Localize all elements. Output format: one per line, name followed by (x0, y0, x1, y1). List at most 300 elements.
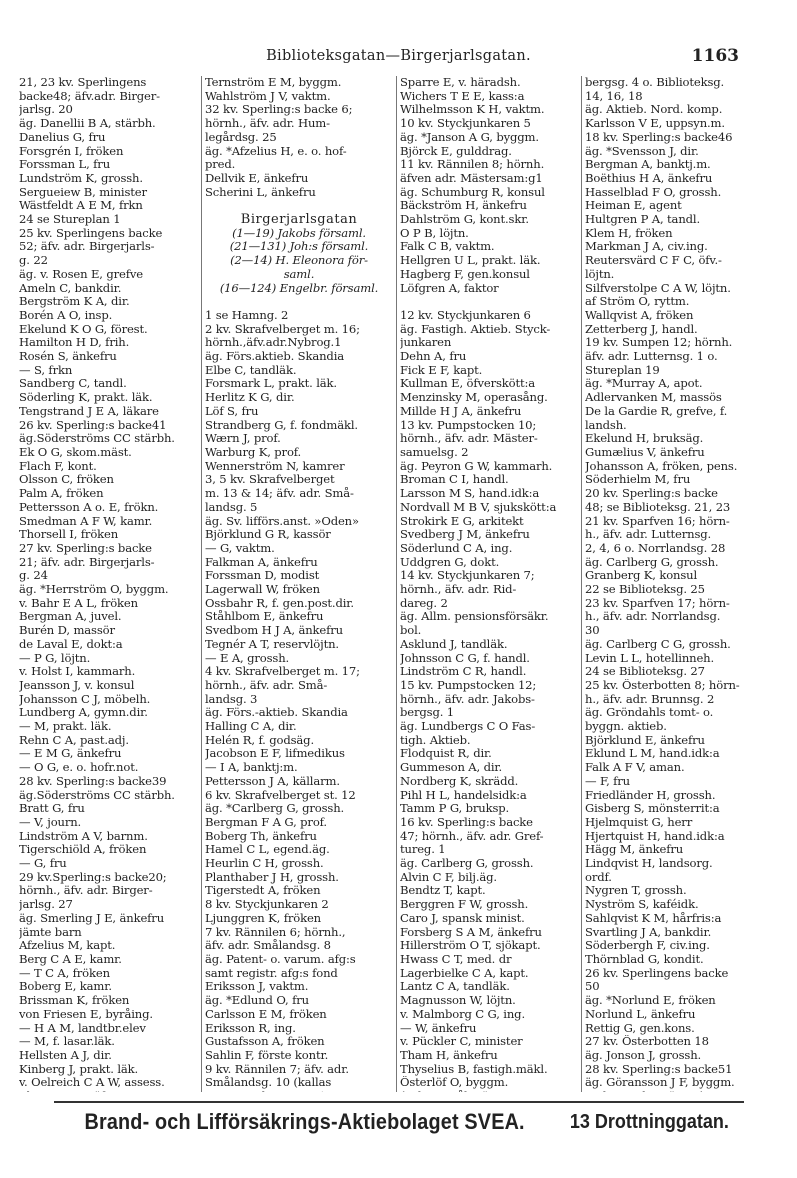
directory-entry: Pettersson J A, källarm. (205, 774, 340, 788)
directory-entry: äg. Schumburg R, konsul (400, 185, 545, 199)
directory-entry: Hillerström O T, sjökapt. (400, 939, 541, 953)
directory-entry: 2, 4, 6 o. Norrlandsg. 28 (585, 541, 726, 555)
directory-entry: Johansson C J, möbelh. (19, 692, 151, 706)
directory-entry: — M, prakt. läk. (19, 720, 112, 734)
directory-entry: äg. v. Rosen E, grefve (19, 267, 143, 281)
directory-entry: Nyström S, kaféidk. (585, 898, 699, 912)
directory-entry: samuelsg. 2 (400, 445, 469, 459)
directory-entry: v. Holst I, kammarh. (19, 665, 136, 679)
directory-entry: Nordvall M B V, sjukskött:a (400, 500, 557, 514)
directory-entry: 26 kv. Sperling:s backe41 (19, 418, 167, 432)
directory-entry (205, 199, 393, 213)
directory-entry: von Friesen E, byråing. (19, 1007, 153, 1021)
directory-entry: Klem H, fröken (585, 226, 673, 240)
directory-entry: hörnh., äfv. adr. Rid- (400, 583, 517, 597)
directory-entry: äg. Aktieb. Nord. komp. (585, 103, 723, 117)
directory-entry: Eklund L M, hand.idk:a (585, 747, 720, 761)
directory-entry: äg. *Edlund O, fru (205, 994, 309, 1008)
directory-entry: Smålandsg. 10 (kallas (205, 1076, 332, 1090)
directory-entry: v. Oelreich C A W, assess. (19, 1076, 165, 1090)
directory-entry: 25 kv. Sperlingens backe (19, 226, 163, 240)
directory-entry: Norlund L, änkefru (585, 1007, 696, 1021)
directory-entry: Sergueiew B, minister (19, 185, 147, 199)
directory-entry: äfven adr. Mästersam:g1 (400, 171, 543, 185)
street-range-title: Biblioteksgatan—Birgerjarlsgatan. (266, 48, 531, 64)
directory-entry: Tamm P G, bruksp. (400, 802, 510, 816)
directory-entry: — S, frkn (19, 363, 73, 377)
directory-entry: Burén D, massör (19, 624, 115, 638)
directory-entry: — O G, e. o. hofr.not. (19, 761, 139, 775)
directory-entry: äg. Jonson J, grossh. (585, 1048, 702, 1062)
directory-entry: Ek O G, skom.mäst. (19, 445, 132, 459)
directory-entry: 12 kv. Styckjunkaren 6 (400, 308, 531, 322)
directory-entry: Bergman A, banktj.m. (585, 158, 711, 172)
directory-entry: Tham H, änkefru (400, 1048, 498, 1062)
directory-entry: äg. *Janson A G, byggm. (400, 130, 539, 144)
directory-entry: Thorsell I, fröken (19, 528, 119, 542)
directory-entry: Österlöf O, byggm. (400, 1076, 509, 1090)
directory-entry (19, 1090, 198, 1092)
directory-entry: De la Gardie R, grefve, f. (585, 404, 728, 418)
directory-entry: Forsberg S A M, änkefru (400, 925, 542, 939)
directory-entry: Flodquist R, dir. (400, 747, 492, 761)
directory-entry: Ameln C, bankdir. (19, 281, 122, 295)
directory-entry: äg. Sv. lifförs.anst. »Oden» (205, 514, 359, 528)
directory-entry: landsg. 5 (205, 500, 258, 514)
directory-entry: äg. Förs.aktieb. Skandia (205, 350, 345, 364)
directory-entry: Gumælius V, änkefru (585, 445, 705, 459)
directory-column-2 (202, 76, 397, 1092)
directory-entry: 4 kv. Skrafvelberget m. 17; (205, 665, 360, 679)
directory-entry: Friedländer H, grossh. (585, 788, 716, 802)
directory-entry: 6 kv. Skrafvelberget st. 12 (205, 788, 356, 802)
directory-entry: hörnh., äfv. adr. Jakobs- (400, 692, 535, 706)
directory-entry: äg. *Murray A, apot. (585, 377, 703, 391)
directory-entry: h., äfv. adr. Brunnsg. 2 (585, 692, 715, 706)
directory-entry: äg. Carlberg G, grossh. (585, 555, 719, 569)
directory-entry: löjtn. (585, 267, 615, 281)
directory-entry: Falkman A, änkefru (205, 555, 318, 569)
directory-entry: dareg. 2 (400, 596, 448, 610)
directory-entry: hörnh., äfv. adr. Birger- (19, 884, 153, 898)
directory-entry: Wahlström J V, vaktm. (205, 89, 331, 103)
directory-entry: Forssman D, modist (205, 569, 320, 583)
directory-entry: v. Bahr E A L, fröken (19, 596, 138, 610)
directory-entry: pred. (205, 158, 236, 172)
directory-entry: Jeansson J, v. konsul (19, 678, 135, 692)
directory-entry: Eriksson J, vaktm. (205, 980, 309, 994)
directory-entry: äg. Allm. pensionsförsäkr. (400, 610, 549, 624)
directory-entry: Levin L L, hotellinneh. (585, 651, 715, 665)
directory-entry: 7 kv. Rännilen 6; hörnh., (205, 925, 346, 939)
directory-entry: Hamilton H D, frih. (19, 336, 130, 350)
directory-entry: Ståhlbom E, änkefru (205, 610, 324, 624)
directory-entry: äg. Peyron G W, kammarh. (400, 459, 553, 473)
directory-entry: 48; se Biblioteksg. 21, 23 (585, 500, 731, 514)
directory-entry: Kinberg J, prakt. läk. (19, 1062, 139, 1076)
page-number: 1163 (691, 46, 739, 66)
directory-entry: Thörnblad G, kondit. (585, 953, 704, 966)
directory-entry: — F, fru (585, 774, 630, 788)
directory-entry: 21 kv. Sparfven 16; hörn- (585, 514, 730, 528)
directory-entry: äg. *Carlberg G, grossh. (205, 802, 345, 816)
directory-entry: landsh. (585, 418, 627, 432)
directory-entry: Tengstrand J E A, läkare (19, 404, 159, 418)
directory-entry: Thyselius B, fastigh.mäkl. (400, 1062, 548, 1076)
directory-entry: de Laval E, dokt:a (19, 637, 123, 651)
directory-entry: Wichers T E E, kass:a (400, 89, 525, 103)
directory-entry: Markman J A, civ.ing. (585, 240, 708, 254)
directory-entry (205, 295, 393, 309)
directory-entry: Palm A, fröken (19, 487, 104, 501)
directory-entry: Wennerström N, kamrer (205, 459, 345, 473)
directory-entry: 29 kv.Sperling:s backe20; (19, 870, 167, 884)
directory-entry: 8 kv. Styckjunkaren 2 (205, 898, 329, 912)
directory-entry: Stureplan 19 (585, 363, 660, 377)
directory-entry: äfv. adr. Lutternsg. 1 o. (585, 350, 718, 364)
directory-entry: Boberg E, kamr. (19, 980, 112, 994)
directory-entry: Pettersson A o. E, frökn. (19, 500, 159, 514)
directory-entry: Hasselblad F O, grossh. (585, 185, 722, 199)
directory-entry: g. 24 (19, 569, 48, 583)
directory-entry: Silfverstolpe C A W, löjtn. (585, 281, 731, 295)
directory-entry: 47; hörnh., äfv. adr. Gref- (400, 829, 544, 843)
directory-entry: g. 22 (19, 254, 48, 268)
directory-entry: Johnsson C G, f. handl. (400, 651, 530, 665)
directory-entry: Lantz C A, tandläk. (400, 980, 510, 994)
directory-entry: 14, 16, 18 (585, 89, 643, 103)
directory-entry: äg. Förs.-aktieb. Skandia (205, 706, 348, 720)
directory-entry: — I A, banktj:m. (205, 761, 298, 775)
directory-entry: Bäckström H, änkefru (400, 199, 527, 213)
directory-entry: Hultgren P A, tandl. (585, 213, 701, 227)
directory-entry: Scherini L, änkefru (205, 185, 316, 199)
directory-entry: Dehn A, fru (400, 350, 467, 364)
directory-column-1 (16, 76, 202, 1092)
directory-entry: landsg. 3 (205, 692, 258, 706)
parish-note: (16—124) Engelbr. församl. (219, 281, 379, 295)
directory-entry: Granberg K, konsul (585, 569, 698, 583)
directory-entry: legårdsg. 25 (205, 130, 277, 144)
directory-entry: Söderlund C A, ing. (400, 541, 513, 555)
page-header (0, 44, 797, 70)
directory-entry: ordf. (585, 870, 612, 884)
directory-entry: Wallqvist A, fröken (585, 308, 694, 322)
directory-entry (400, 1090, 578, 1092)
directory-entry: bergsg. 1 (400, 706, 455, 720)
directory-columns (16, 76, 763, 1092)
directory-entry: 24 se Biblioteksg. 27 (585, 665, 705, 679)
directory-entry: tureg. 1 (400, 843, 446, 857)
directory-entry: — G, fru (19, 857, 67, 871)
directory-entry (400, 295, 578, 309)
directory-entry: äg. *Afzelius H, e. o. hof- (205, 144, 347, 158)
directory-entry: Söderbergh F, civ.ing. (585, 939, 710, 953)
directory-entry: Lundström K, grossh. (19, 171, 143, 185)
directory-entry: v. Pückler C, minister (400, 1035, 523, 1049)
directory-entry: Afzelius M, kapt. (19, 939, 116, 953)
directory-entry: Dahlström G, kont.skr. (400, 213, 529, 227)
directory-entry: Danelius G, fru (19, 130, 106, 144)
directory-entry: Bergman A, juvel. (19, 610, 122, 624)
directory-entry: Bendtz T, kapt. (400, 884, 486, 898)
directory-entry: Tegnér A T, reservlöjtn. (205, 637, 339, 651)
directory-entry: 28 kv. Sperling:s backe39 (19, 774, 167, 788)
directory-entry: Tigerstedt A, fröken (205, 884, 321, 898)
directory-entry: Alvin C F, bilj.äg. (400, 870, 497, 884)
directory-entry: jarlsg. 20 (19, 103, 73, 117)
directory-entry: Forssman L, fru (19, 158, 111, 172)
directory-entry: äg. Fastigh. Aktieb. Styck- (400, 322, 551, 336)
directory-entry: Lindström A V, barnm. (19, 829, 148, 843)
directory-entry: 21, 23 kv. Sperlingens (19, 76, 147, 89)
directory-entry: hörnh., äfv. adr. Mäster- (400, 432, 538, 446)
directory-entry: Ternström E M, byggm. (205, 76, 342, 89)
directory-entry: äg. Carlberg C G, grossh. (585, 637, 731, 651)
directory-entry: 26 kv. Sperlingens backe (585, 966, 729, 980)
directory-entry: äg. Lundbergs C O Fas- (400, 720, 536, 734)
directory-entry: jarlsg. 27 (19, 898, 73, 912)
directory-entry: Heurlin C H, grossh. (205, 857, 324, 871)
directory-entry: Brissman K, fröken (19, 994, 130, 1008)
directory-entry: Dellvik E, änkefru (205, 171, 309, 185)
directory-entry: Lindström C R, handl. (400, 665, 527, 679)
directory-entry: saml. (283, 267, 315, 281)
directory-entry: äg. *Svensson J, dir. (585, 144, 699, 158)
directory-entry: h., äfv. adr. Norrlandsg. (585, 610, 721, 624)
directory-entry: af Ström O, ryttm. (585, 295, 690, 309)
directory-entry: 16 kv. Sperling:s backe (400, 815, 533, 829)
directory-entry: äg. Carlberg G, grossh. (400, 857, 534, 871)
directory-entry: Elbe C, tandläk. (205, 363, 297, 377)
directory-entry: backe48; äfv.adr. Birger- (19, 89, 160, 103)
directory-entry: Svedberg J M, änkefru (400, 528, 530, 542)
directory-entry: Bergman F A G, prof. (205, 815, 327, 829)
directory-entry: Carlsson E M, fröken (205, 1007, 327, 1021)
directory-entry: Karlsson V E, uppsyn.m. (585, 117, 725, 131)
directory-entry: — E A, grossh. (205, 651, 290, 665)
directory-entry: Herlitz K G, dir. (205, 391, 295, 405)
directory-entry: Asklund J, tandläk. (400, 637, 508, 651)
directory-entry: Björklund G R, kassör (205, 528, 331, 542)
directory-entry: äg. *Norlund E, fröken (585, 994, 716, 1008)
directory-entry: — P G, löjtn. (19, 651, 91, 665)
directory-entry: äg. Patent- o. varum. afg:s (205, 953, 356, 966)
directory-entry: Hjertquist H, hand.idk:a (585, 829, 725, 843)
directory-entry: Jacobson E F, lifmedikus (205, 747, 345, 761)
directory-entry: 13 kv. Pumpstocken 10; (400, 418, 537, 432)
directory-entry (205, 1090, 393, 1092)
directory-entry: Söderling K, prakt. läk. (19, 391, 153, 405)
directory-entry: äfv. adr. Smålandsg. 8 (205, 939, 331, 953)
directory-entry: 32 kv. Sperling:s backe 6; (205, 103, 353, 117)
directory-entry: 27 kv. Österbotten 18 (585, 1035, 709, 1049)
street-heading: Birgerjarlsgatan (240, 213, 358, 227)
directory-entry: 2 kv. Skrafvelberget m. 16; (205, 322, 360, 336)
directory-entry: Svartling J A, bankdir. (585, 925, 712, 939)
directory-entry: Falk C B, vaktm. (400, 240, 495, 254)
directory-entry: Pihl H L, handelsidk:a (400, 788, 527, 802)
advertiser-address: 13 Drottninggatan. (570, 1110, 730, 1133)
directory-entry: 15 kv. Pumpstocken 12; (400, 678, 537, 692)
directory-entry: äg. Smerling J E, änkefru (19, 911, 165, 925)
parish-note: (21—131) Joh:s församl. (229, 240, 369, 254)
directory-entry: Söderhielm M, fru (585, 473, 691, 487)
directory-entry: Lindqvist H, landsorg. (585, 857, 713, 871)
directory-entry: äg. Göransson J F, byggm. (585, 1076, 735, 1090)
directory-entry: Ljunggren K, fröken (205, 911, 321, 925)
directory-entry: Lundberg A, gymn.dir. (19, 706, 148, 720)
directory-entry: äg. *Herrström O, byggm. (19, 583, 169, 597)
directory-entry: 9 kv. Rännilen 7; äfv. adr. (205, 1062, 349, 1076)
directory-entry: Rehn C A, past.adj. (19, 733, 129, 747)
directory-entry: Tigerschiöld A, fröken (19, 843, 147, 857)
directory-entry: — M, f. lasar.läk. (19, 1035, 115, 1049)
directory-entry: Löfgren A, faktor (400, 281, 499, 295)
directory-entry: Halling C A, dir. (205, 720, 297, 734)
directory-entry: äg. Gröndahls tomt- o. (585, 706, 714, 720)
directory-entry: Uddgren G, dokt. (400, 555, 500, 569)
directory-entry: Reutersvärd C F C, öfv.- (585, 254, 722, 268)
directory-entry: Lagerbielke C A, kapt. (400, 966, 529, 980)
directory-entry: Wästfeldt A E M, frkn (19, 199, 143, 213)
directory-entry: Hägg M, änkefru (585, 843, 684, 857)
directory-entry: 23 kv. Sparfven 17; hörn- (585, 596, 730, 610)
directory-entry: Wilhelmsson K H, vaktm. (400, 103, 545, 117)
directory-entry: — W, änkefru (400, 1021, 477, 1035)
directory-entry: 14 kv. Styckjunkaren 7; (400, 569, 535, 583)
directory-entry: hörnh.,äfv.adr.Nybrog.1 (205, 336, 342, 350)
directory-entry: v. Malmborg C G, ing. (400, 1007, 525, 1021)
directory-entry: Björklund E, änkefru (585, 733, 705, 747)
directory-entry: Planthaber J H, grossh. (205, 870, 339, 884)
directory-entry: — G, vaktm. (205, 541, 275, 555)
directory-entry: 1 se Hamng. 2 (205, 308, 289, 322)
directory-entry: bergsg. 4 o. Biblioteksg. (585, 76, 725, 89)
directory-entry: samt registr. afg:s fond (205, 966, 338, 980)
directory-entry: Larsson M S, hand.idk:a (400, 487, 540, 501)
directory-entry: Flach F, kont. (19, 459, 97, 473)
directory-entry: Smedman A F W, kamr. (19, 514, 153, 528)
directory-entry: hörnh., äfv. adr. Hum- (205, 117, 330, 131)
directory-entry: Forsgrén I, fröken (19, 144, 124, 158)
directory-entry: Ossbahr R, f. gen.post.dir. (205, 596, 354, 610)
directory-entry: Löf S, fru (205, 404, 259, 418)
directory-entry: 10 kv. Styckjunkaren 5 (400, 117, 531, 131)
directory-entry: 22 se Biblioteksg. 25 (585, 583, 705, 597)
directory-column-3 (397, 76, 582, 1092)
directory-entry: bol. (400, 624, 422, 638)
directory-entry: Caro J, spansk minist. (400, 911, 525, 925)
directory-entry: 21; äfv. adr. Birgerjarls- (19, 555, 155, 569)
directory-entry: tigh. Aktieb. (400, 733, 471, 747)
directory-entry: hörnh., äfv. adr. Små- (205, 678, 328, 692)
directory-entry: m. 13 & 14; äfv. adr. Små- (205, 487, 354, 501)
directory-entry: Millde H J A, änkefru (400, 404, 522, 418)
directory-entry: äg. Danellii B A, stärbh. (19, 117, 156, 131)
directory-entry: Nygren T, grossh. (585, 884, 687, 898)
directory-entry: — H A M, landtbr.elev (19, 1021, 146, 1035)
directory-entry: Svedbom H J A, änkefru (205, 624, 343, 638)
directory-entry: Heiman E, agent (585, 199, 682, 213)
directory-entry: Falk A F V, aman. (585, 761, 685, 775)
directory-entry: Bergström K A, dir. (19, 295, 130, 309)
directory-entry: 18 kv. Sperling:s backe46 (585, 130, 733, 144)
directory-entry: 24 se Stureplan 1 (19, 213, 121, 227)
directory-entry: h., äfv. adr. Lutternsg. (585, 528, 712, 542)
directory-entry: Helén R, f. godsäg. (205, 733, 314, 747)
directory-entry: Wærn J, prof. (205, 432, 281, 446)
directory-entry: Olsson C, fröken (19, 473, 114, 487)
parish-note: (2—14) H. Eleonora för- (230, 254, 368, 268)
directory-entry: — V, journ. (19, 815, 82, 829)
directory-entry: junkaren (400, 336, 452, 350)
directory-entry: Berggren F W, grossh. (400, 898, 529, 912)
directory-entry: Magnusson W, löjtn. (400, 994, 516, 1008)
directory-entry: Hellsten A J, dir. (19, 1048, 112, 1062)
parish-note: (1—19) Jakobs församl. (232, 226, 366, 240)
directory-entry: 25 kv. Österbotten 8; hörn- (585, 678, 740, 692)
directory-entry: Gustafsson A, fröken (205, 1035, 325, 1049)
directory-entry: Hwass C T, med. dr (400, 953, 512, 966)
directory-entry: byggn. aktieb. (585, 720, 667, 734)
directory-entry: 28 kv. Sperling:s backe51 (585, 1062, 733, 1076)
directory-entry: — E M G, änkefru (19, 747, 122, 761)
directory-entry: Zetterberg J, handl. (585, 322, 698, 336)
directory-entry: Ekelund H, bruksäg. (585, 432, 704, 446)
directory-entry: Lagerwall W, fröken (205, 583, 320, 597)
directory-entry: 11 kv. Rännilen 8; hörnh. (400, 158, 545, 172)
directory-entry: Boberg Th, änkefru (205, 829, 317, 843)
directory-entry: jämte barn (19, 925, 82, 939)
directory-entry: 3, 5 kv. Skrafvelberget (205, 473, 335, 487)
directory-entry: 50 (585, 980, 600, 994)
directory-entry: Rosén S, änkefru (19, 350, 117, 364)
directory-entry: Borén A O, insp. (19, 308, 113, 322)
directory-entry: 19 kv. Sumpen 12; hörnh. (585, 336, 733, 350)
directory-entry: Menzinsky M, operasång. (400, 391, 548, 405)
footer-advertisement-bar (54, 1101, 744, 1141)
directory-entry: Ekelund K O G, förest. (19, 322, 148, 336)
directory-entry: Nordberg K, skrädd. (400, 774, 519, 788)
directory-entry: Gummeson A, dir. (400, 761, 503, 775)
directory-entry: 20 kv. Sperling:s backe (585, 487, 718, 501)
directory-entry: Johansson A, fröken, pens. (585, 459, 738, 473)
directory-entry: 52; äfv. adr. Birgerjarls- (19, 240, 155, 254)
directory-entry: Boëthius H A, änkefru (585, 171, 713, 185)
insurance-advertisement: Brand- och Lifförsäkrings-Aktiebolaget SVEA. (84, 1109, 525, 1134)
directory-entry: 27 kv. Sperling:s backe (19, 541, 152, 555)
directory-entry: 30 (585, 624, 600, 638)
directory-entry: Björck E, gulddrag. (400, 144, 512, 158)
directory-entry: Strandberg G, f. fondmäkl. (205, 418, 358, 432)
directory-entry: Kullman E, öfverskött:a (400, 377, 536, 391)
directory-entry: Bratt G, fru (19, 802, 85, 816)
directory-entry: äg.Söderströms CC stärbh. (19, 788, 175, 802)
directory-entry: Sparre E, v. häradsh. (400, 76, 521, 89)
directory-entry: äg.Söderströms CC stärbh. (19, 432, 175, 446)
directory-entry: Sandberg C, tandl. (19, 377, 127, 391)
directory-entry: Strokirk E G, arkitekt (400, 514, 524, 528)
directory-column-4 (582, 76, 763, 1092)
directory-entry: Sahlin F, förste kontr. (205, 1048, 329, 1062)
directory-entry (585, 1090, 760, 1092)
directory-entry: Rettig G, gen.kons. (585, 1021, 695, 1035)
directory-entry: Broman C I, handl. (400, 473, 509, 487)
directory-entry: Berg C A E, kamr. (19, 953, 122, 966)
directory-entry: O P B, löjtn. (400, 226, 469, 240)
directory-entry: Hjelmquist G, herr (585, 815, 693, 829)
